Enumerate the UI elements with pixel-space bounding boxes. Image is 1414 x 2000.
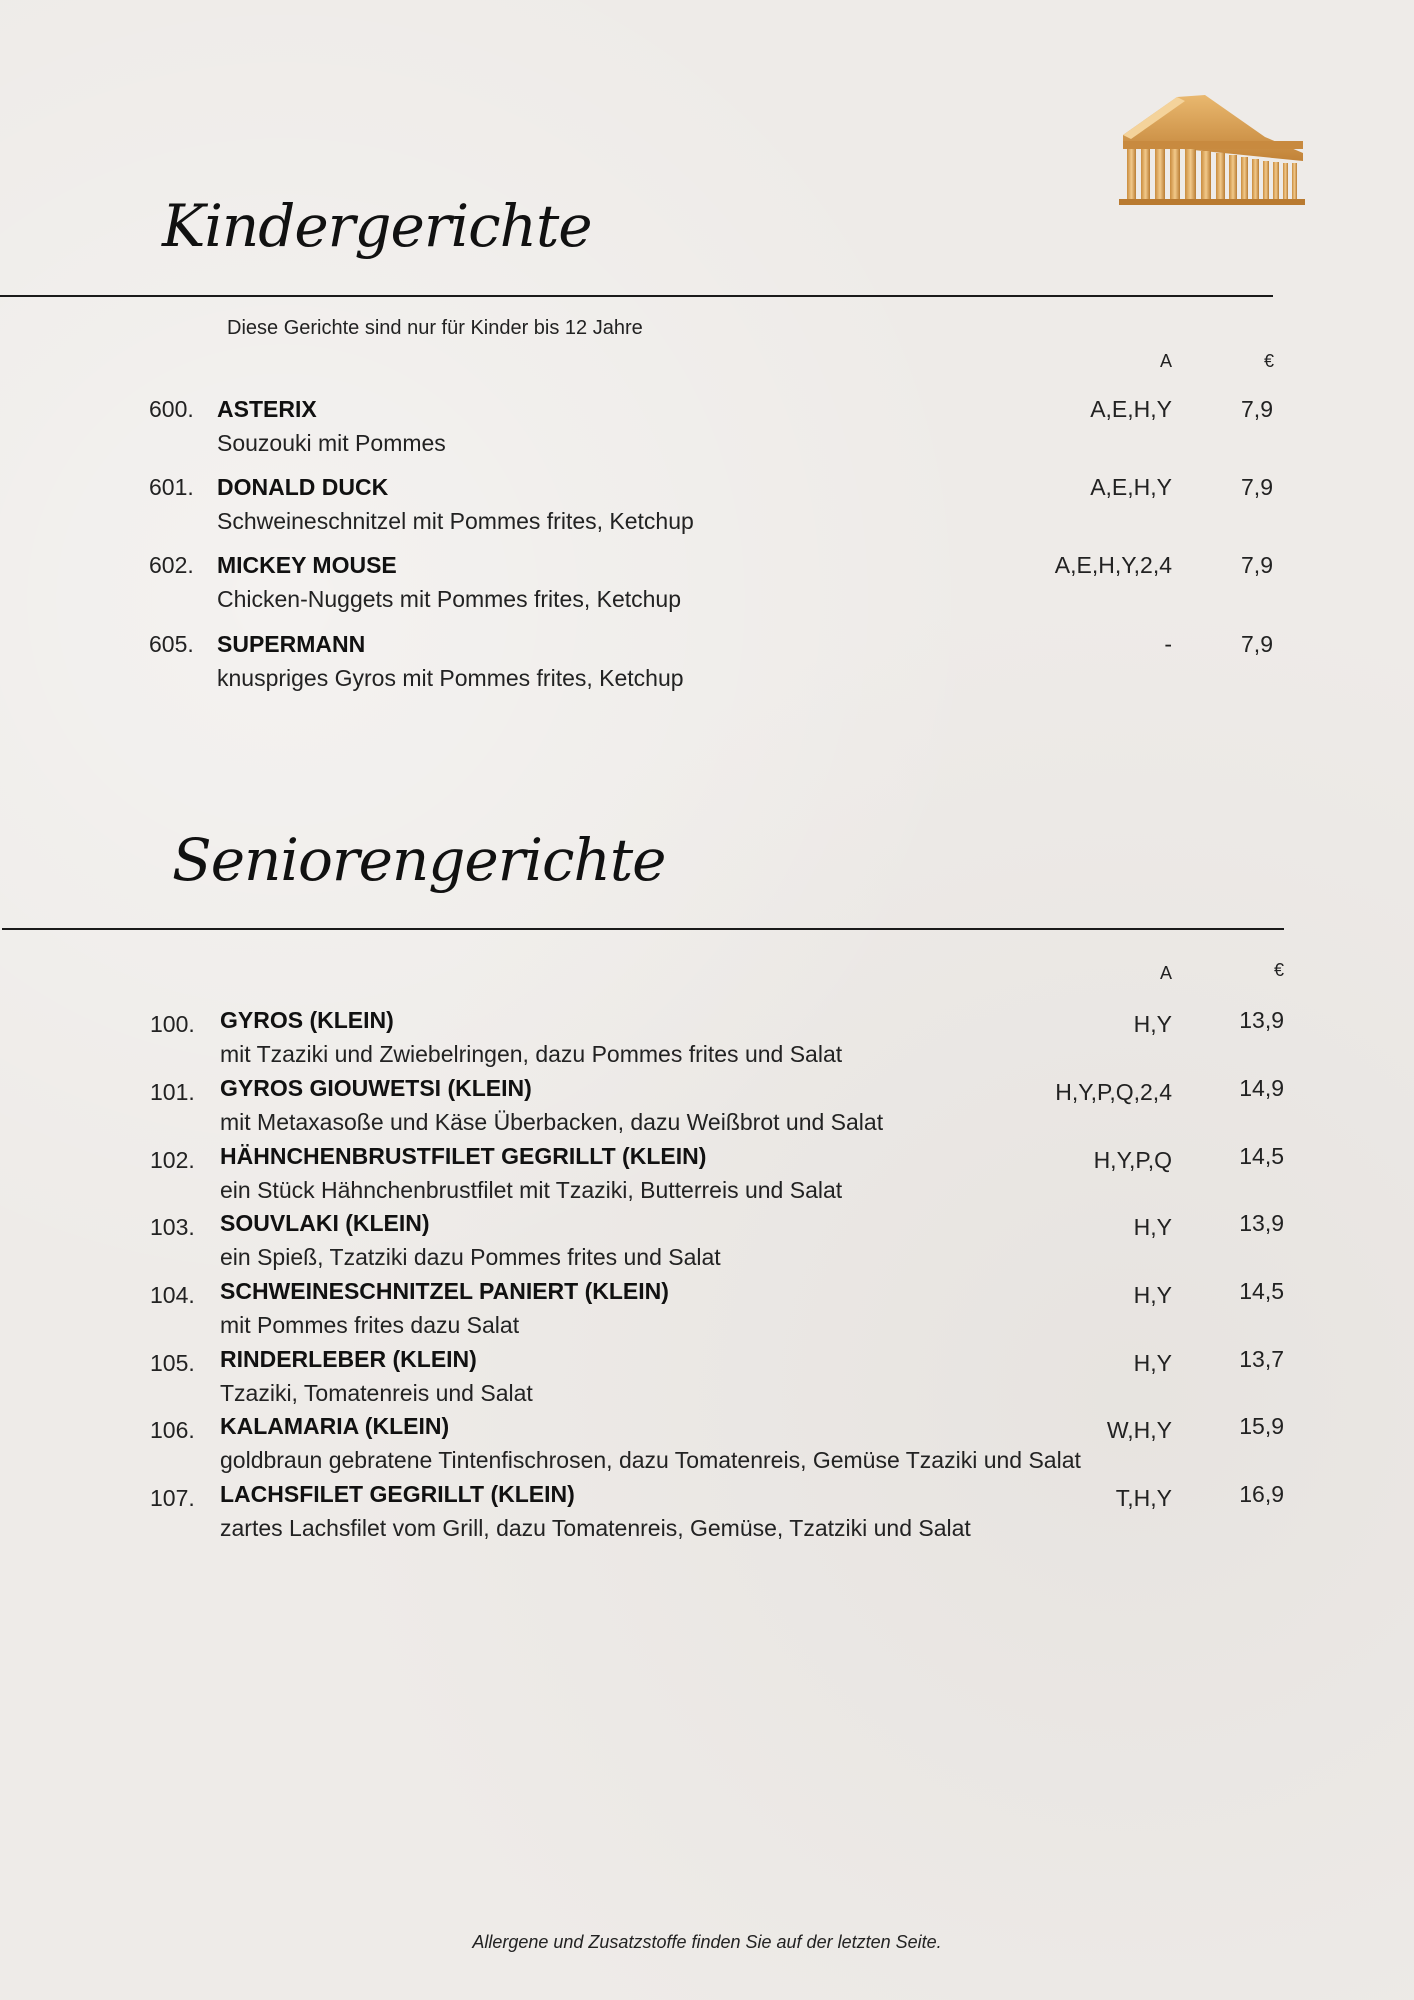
item-number: 602. — [149, 552, 194, 578]
item-number: 106. — [150, 1417, 195, 1443]
item-allergens: H,Y,P,Q — [1093, 1147, 1172, 1173]
allergen-footnote: Allergene und Zusatzstoffe finden Sie auf der letzten Seite. — [472, 1932, 942, 1952]
item-number: 104. — [150, 1282, 195, 1308]
item-allergens: A,E,H,Y,2,4 — [1054, 552, 1172, 578]
item-name: RINDERLEBER (KLEIN) — [220, 1346, 477, 1372]
item-price: 7,9 — [1241, 474, 1273, 500]
section-title: Seniorengerichte — [172, 826, 666, 894]
allergen-column-header: A — [1159, 963, 1172, 983]
item-description: goldbraun gebratene Tintenfischrosen, dazu Tomatenreis, Gemüse Tzaziki und Salat — [220, 1447, 1081, 1473]
allergen-column-header: A — [1159, 351, 1172, 371]
item-description: ein Stück Hähnchenbrustfilet mit Tzaziki, Butterreis und Salat — [220, 1177, 843, 1203]
item-number: 103. — [150, 1214, 195, 1240]
item-name: SOUVLAKI (KLEIN) — [220, 1210, 430, 1236]
menu-item — [0, 1346, 1414, 1416]
item-price: 14,5 — [1239, 1143, 1284, 1169]
menu-item — [0, 1143, 1414, 1213]
price-column-header: € — [1263, 351, 1274, 371]
menu-item — [0, 1278, 1414, 1348]
item-description: Tzaziki, Tomatenreis und Salat — [220, 1380, 533, 1406]
item-allergens: T,H,Y — [1115, 1485, 1172, 1511]
item-price: 7,9 — [1241, 631, 1273, 657]
item-price: 14,9 — [1239, 1075, 1284, 1101]
menu-item — [0, 474, 1414, 544]
item-description: mit Tzaziki und Zwiebelringen, dazu Pommes frites und Salat — [220, 1041, 843, 1067]
item-description: mit Metaxasoße und Käse Überbacken, dazu Weißbrot und Salat — [220, 1109, 884, 1135]
item-allergens: H,Y — [1133, 1214, 1172, 1240]
item-price: 13,9 — [1239, 1007, 1284, 1033]
greek-temple-icon — [1115, 95, 1305, 207]
menu-item — [0, 396, 1414, 466]
item-price: 15,9 — [1239, 1413, 1284, 1439]
item-number: 601. — [149, 474, 194, 500]
item-description: Souzouki mit Pommes — [217, 430, 446, 456]
item-name: HÄHNCHENBRUSTFILET GEGRILLT (KLEIN) — [220, 1143, 707, 1169]
item-name: SUPERMANN — [217, 631, 366, 657]
item-description: mit Pommes frites dazu Salat — [220, 1312, 520, 1338]
item-allergens: H,Y — [1133, 1011, 1172, 1037]
item-description: zartes Lachsfilet vom Grill, dazu Tomatenreis, Gemüse, Tzatziki und Salat — [220, 1515, 971, 1541]
item-number: 100. — [150, 1011, 195, 1037]
menu-item — [0, 1007, 1414, 1077]
item-number: 605. — [149, 631, 194, 657]
item-number: 105. — [150, 1350, 195, 1376]
item-allergens: A,E,H,Y — [1090, 474, 1172, 500]
price-column-header: € — [1273, 960, 1284, 980]
menu-item — [0, 552, 1414, 622]
item-number: 101. — [150, 1079, 195, 1105]
section-title: Kindergerichte — [162, 192, 592, 260]
item-name: DONALD DUCK — [217, 474, 389, 500]
item-allergens: H,Y — [1133, 1350, 1172, 1376]
item-name: KALAMARIA (KLEIN) — [220, 1413, 450, 1439]
item-price: 7,9 — [1241, 396, 1273, 422]
item-description: ein Spieß, Tzatziki dazu Pommes frites und Salat — [220, 1244, 721, 1270]
menu-item — [0, 1210, 1414, 1280]
item-description: knuspriges Gyros mit Pommes frites, Ketchup — [217, 665, 684, 691]
item-name: MICKEY MOUSE — [217, 552, 397, 578]
item-number: 102. — [150, 1147, 195, 1173]
item-name: ASTERIX — [217, 396, 317, 422]
item-allergens: H,Y,P,Q,2,4 — [1055, 1079, 1172, 1105]
section-divider — [0, 295, 1273, 297]
item-price: 13,9 — [1239, 1210, 1284, 1236]
item-description: Chicken-Nuggets mit Pommes frites, Ketchup — [217, 586, 682, 612]
item-number: 600. — [149, 396, 194, 422]
item-name: SCHWEINESCHNITZEL PANIERT (KLEIN) — [220, 1278, 669, 1304]
item-name: GYROS (KLEIN) — [220, 1007, 394, 1033]
menu-item — [0, 1481, 1414, 1551]
item-price: 7,9 — [1241, 552, 1273, 578]
item-price: 13,7 — [1239, 1346, 1284, 1372]
item-name: GYROS GIOUWETSI (KLEIN) — [220, 1075, 532, 1101]
item-price: 16,9 — [1239, 1481, 1284, 1507]
section-note: Diese Gerichte sind nur für Kinder bis 12 Jahre — [227, 317, 643, 339]
item-price: 14,5 — [1239, 1278, 1284, 1304]
item-allergens: - — [1164, 631, 1172, 657]
section-divider — [2, 928, 1284, 930]
item-number: 107. — [150, 1485, 195, 1511]
item-description: Schweineschnitzel mit Pommes frites, Ketchup — [217, 508, 694, 534]
menu-item — [0, 631, 1414, 701]
item-name: LACHSFILET GEGRILLT (KLEIN) — [220, 1481, 575, 1507]
menu-item — [0, 1075, 1414, 1145]
menu-item — [0, 1413, 1414, 1483]
item-allergens: H,Y — [1133, 1282, 1172, 1308]
item-allergens: A,E,H,Y — [1090, 396, 1172, 422]
item-allergens: W,H,Y — [1106, 1417, 1172, 1443]
